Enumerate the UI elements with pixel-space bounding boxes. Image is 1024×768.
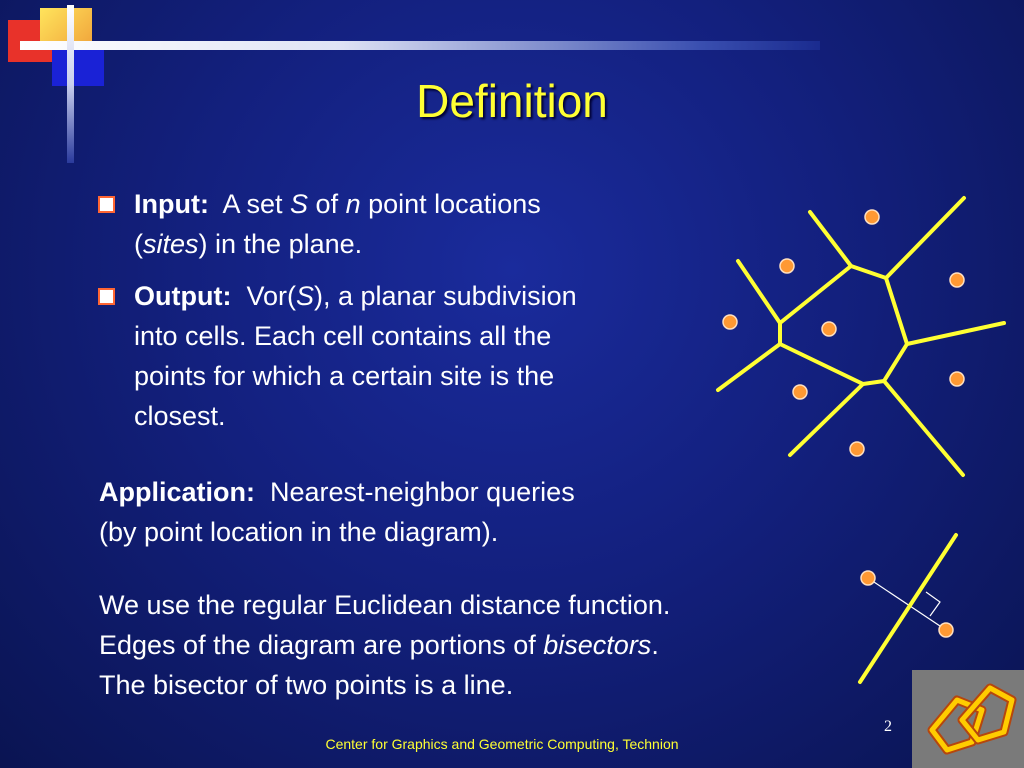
voronoi-site	[850, 442, 864, 456]
voronoi-edge	[851, 266, 886, 278]
input-label: Input:	[134, 189, 209, 219]
voronoi-site	[780, 259, 794, 273]
euclid-text: The bisector of two points is a line.	[99, 670, 514, 700]
euclid-bisectors: bisectors	[543, 630, 652, 660]
bisector-line	[860, 535, 956, 682]
euclid-text: Edges of the diagram are portions of	[99, 630, 544, 660]
voronoi-site	[950, 372, 964, 386]
footer-text: Center for Graphics and Geometric Computing, Technion	[325, 736, 679, 752]
output-text: ), a planar subdivision	[314, 281, 577, 311]
bisector-site	[939, 623, 953, 637]
input-text: of	[308, 189, 346, 219]
output-text: points for which a certain site is the	[134, 361, 555, 391]
application-text: Nearest-neighbor queries	[270, 477, 575, 507]
output-var-s: S	[296, 281, 315, 311]
slide-title: Definition	[416, 75, 608, 127]
application-paragraph	[99, 472, 739, 552]
output-text: into cells. Each cell contains all the	[134, 321, 552, 351]
page-number: 2	[884, 718, 892, 735]
voronoi-edge	[886, 278, 907, 344]
right-angle-marker	[926, 592, 940, 616]
euclid-text: We use the regular Euclidean distance function.	[99, 590, 671, 620]
input-var-n: n	[345, 189, 361, 219]
input-text: ) in the plane.	[198, 229, 363, 259]
input-var-s: S	[290, 189, 309, 219]
input-text: A set	[222, 189, 291, 219]
voronoi-edge	[884, 381, 963, 475]
voronoi-site	[865, 210, 879, 224]
application-label: Application:	[99, 477, 255, 507]
voronoi-edge	[810, 212, 851, 266]
voronoi-site	[822, 322, 836, 336]
application-text: (by point location in the diagram).	[99, 517, 499, 547]
bullet-input	[98, 184, 708, 264]
input-var-sites: sites	[143, 229, 199, 259]
voronoi-edge	[780, 344, 863, 384]
output-text: closest.	[134, 401, 226, 431]
voronoi-edge	[780, 266, 851, 323]
voronoi-edge	[907, 323, 1004, 344]
output-label: Output:	[134, 281, 232, 311]
voronoi-edge	[863, 381, 884, 384]
voronoi-edge	[884, 344, 907, 381]
voronoi-site	[950, 273, 964, 287]
voronoi-diagram	[700, 190, 1020, 490]
voronoi-edge	[886, 198, 964, 278]
voronoi-edge	[718, 344, 780, 390]
cggc-logo-icon	[912, 670, 1024, 768]
bullet-box-icon	[98, 196, 115, 213]
input-text: point locations	[360, 189, 541, 219]
euclid-paragraph	[99, 585, 859, 705]
bullet-box-icon	[98, 288, 115, 305]
bisector-diagram	[840, 530, 970, 690]
voronoi-site	[723, 315, 737, 329]
input-text: (	[134, 229, 143, 259]
deco-horizontal-bar	[20, 41, 820, 50]
voronoi-edge	[738, 261, 780, 323]
voronoi-site	[793, 385, 807, 399]
output-text: Vor(	[246, 281, 296, 311]
euclid-text: .	[651, 630, 659, 660]
bisector-site	[861, 571, 875, 585]
bullet-output	[98, 276, 708, 436]
bisector-segment	[868, 578, 946, 630]
